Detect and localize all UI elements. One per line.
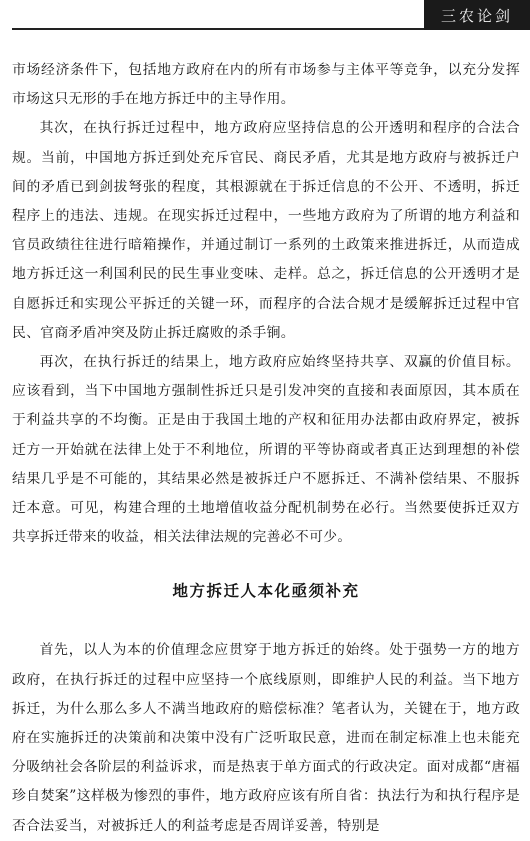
section-gap — [12, 616, 520, 636]
section-title: 地方拆迁人本化亟须补充 — [172, 581, 360, 601]
paragraph-market: 市场经济条件下，包括地方政府在内的所有市场参与主体平等竞争，以充分发挥市场这只无形的手在地方拆迁中的主导作用。 — [12, 62, 520, 108]
paragraph-sharing: 再次，在执行拆迁的结果上，地方政府应始终坚持共享、双赢的价值目标。应该看到，当下中国地方强制性拆迁只是引发冲突的直接和表面原因，其本质在于利益共享的不均衡。正是由于我国土地的产权和征用办法都由政府界定，被拆迁方一开始就在法律上处于不利地位，所谓的平等协商或者真正达到理想的补偿结果几乎是不可能的，其结果必然是被拆迁户不愿拆迁、不满补偿结果、不服拆迁本意。可见，构建合理的土地增值收益分配机制势在必行。当然要使拆迁双方共享拆迁带来的收益，相关法律法规的完善必不可少。 — [12, 354, 520, 546]
article-body — [12, 56, 520, 841]
column-header-tab — [424, 0, 530, 30]
paragraph-transparency: 其次，在执行拆迁过程中，地方政府应坚持信息的公开透明和程序的合法合规。当前，中国地方拆迁到处充斥官民、商民矛盾，尤其是地方政府与被拆迁户间的矛盾已到剑拔弩张的程度，其根源就在于拆迁信息的不公开、不透明，拆迁程序上的违法、违规。在现实拆迁过程中，一些地方政府为了所谓的地方利益和官员政绩往往进行暗箱操作，并通过制订一系列的土政策来推进拆迁，从而造成地方拆迁这一利国利民的民生事业变味、走样。总之，拆迁信息的公开透明才是自愿拆迁和实现公平拆迁的关键一环，而程序的合法合规才是缓解拆迁过程中官民、官商矛盾冲突及防止拆迁腐败的杀手锏。 — [12, 120, 520, 341]
paragraph-people-oriented: 首先，以人为本的价值理念应贯穿于地方拆迁的始终。处于强势一方的地方政府，在执行拆迁的过程中应坚持一个底线原则，即维护人民的利益。当下地方拆迁，为什么那么多人不满当地政府的赔偿标准？笔者认为，关键在于，地方政府在实施拆迁的决策前和决策中没有广泛听取民意，进而在制定标准上也未能充分吸纳社会各阶层的利益诉求，而是热衷于单方面式的行政决定。面对成都“唐福珍自焚案”这样极为惨烈的事件，地方政府应该有所自省：执法行为和执行程序是否合法妥当，对被拆迁人的利益考虑是否周详妥善，特别是 — [12, 642, 520, 834]
column-header-label: 三农论剑 — [440, 6, 513, 25]
